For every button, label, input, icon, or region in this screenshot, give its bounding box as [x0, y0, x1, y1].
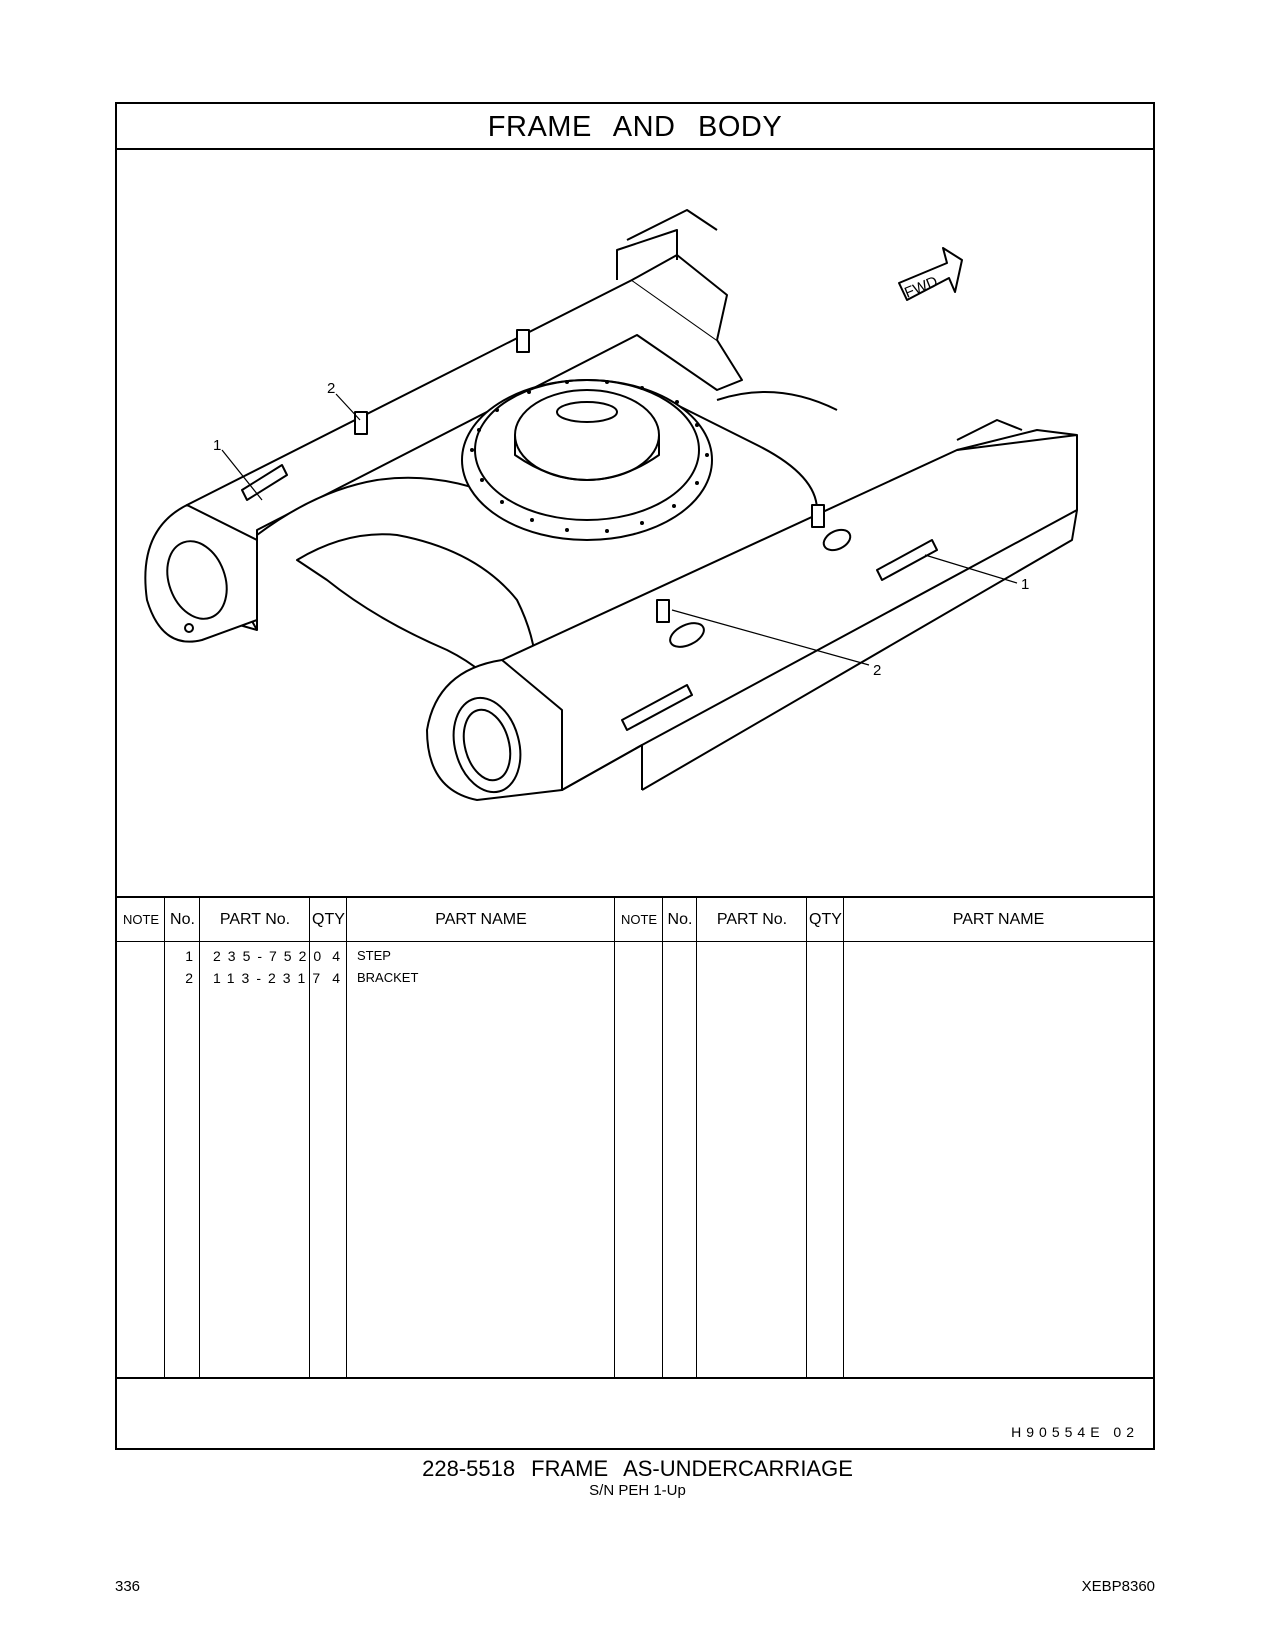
col-header-qty: QTY: [809, 911, 842, 928]
col-header-part-name: PART NAME: [435, 911, 527, 928]
row-qty: 4: [332, 970, 340, 986]
illustration-area: [117, 150, 1153, 896]
callout-label: 1: [213, 437, 222, 454]
col-header-qty: QTY: [312, 911, 345, 928]
forward-arrow-icon: [899, 248, 962, 302]
illustration-code: H90554E 02: [1011, 1424, 1139, 1440]
col-header-part-no: PART No.: [716, 911, 788, 928]
row-no: 2: [185, 970, 193, 986]
col-header-no: No.: [667, 911, 693, 928]
col-header-no: No.: [170, 911, 195, 928]
callout-label: 1: [1021, 576, 1030, 593]
row-part-name: BRACKET: [357, 970, 419, 985]
serial-range: S/N PEH 1-Up: [589, 1482, 686, 1499]
row-part-name: STEP: [357, 948, 391, 963]
row-no: 1: [185, 948, 193, 964]
assembly-title: 228-5518 FRAME AS-UNDERCARRIAGE: [422, 1456, 853, 1481]
document-id: XEBP8360: [1081, 1578, 1155, 1595]
parts-table: [117, 896, 1153, 1379]
undercarriage-frame-drawing: [117, 150, 1153, 896]
fwd-label: FWD: [902, 273, 941, 302]
row-qty: 4: [332, 948, 340, 964]
parts-page-frame: [115, 102, 1155, 1450]
section-header: FRAME AND BODY: [117, 104, 1153, 150]
callout-label: 2: [327, 380, 336, 397]
page-number: 336: [115, 1578, 141, 1595]
row-part-no: 235-7520: [213, 948, 329, 964]
col-header-part-no: PART No.: [219, 911, 291, 928]
col-header-note: NOTE: [122, 912, 160, 927]
col-header-part-name: PART NAME: [952, 911, 1045, 928]
frame-footer: [117, 1379, 1153, 1450]
callout-label: 2: [873, 662, 882, 679]
col-header-note: NOTE: [620, 912, 658, 927]
row-part-no: 113-2317: [213, 970, 328, 986]
